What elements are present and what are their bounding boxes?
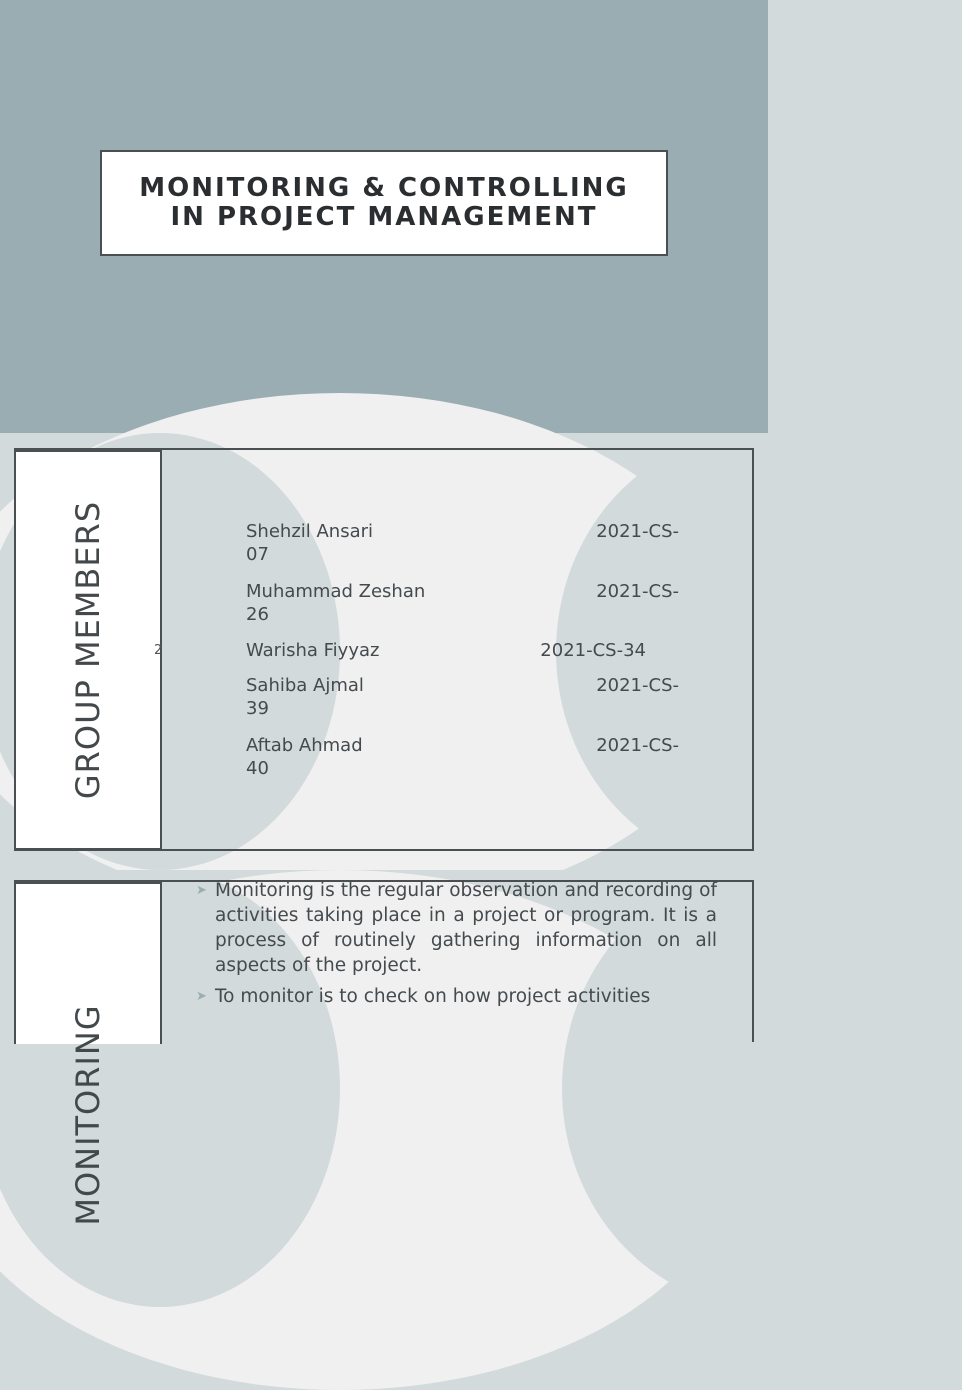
side-label: GROUP MEMBERS	[69, 500, 107, 800]
bullet-list	[196, 878, 717, 1015]
member-id-suffix: 26	[246, 604, 269, 625]
bullet-text: To monitor is to check on how project activities	[215, 986, 651, 1007]
page-number: 2	[154, 643, 163, 658]
member-id: 2021-CS-	[596, 521, 679, 542]
member-id: 2021-CS-	[596, 735, 679, 756]
title-box	[100, 150, 668, 256]
member-name: Sahiba Ajmal	[246, 675, 364, 696]
bullet-text: Monitoring is the regular observation and recording of activities taking place in a project or program. It is a process of routinely gathering information on all aspects of the project.	[215, 880, 717, 976]
side-label: MONITORING	[69, 1004, 107, 1226]
member-name: Aftab Ahmad	[246, 735, 363, 756]
bullet-item	[196, 878, 717, 978]
member-row	[246, 734, 679, 826]
member-name: Shehzil Ansari	[246, 521, 374, 542]
title-slide	[0, 0, 768, 433]
member-id: 2021-CS-	[596, 675, 679, 696]
monitoring-side-panel	[14, 882, 162, 1226]
member-id-suffix: 39	[246, 698, 269, 719]
member-id-suffix: 40	[246, 758, 269, 779]
bullet-arrow-icon: ➤	[196, 883, 207, 898]
member-id: 2021-CS-	[596, 581, 679, 602]
members-side-panel	[14, 450, 162, 850]
member-name: Muhammad Zeshan	[246, 581, 426, 602]
member-id: 2021-CS-34	[540, 640, 646, 661]
member-name: Warisha Fiyyaz	[246, 640, 380, 661]
bullet-arrow-icon: ➤	[196, 989, 207, 1004]
bullet-item	[196, 984, 717, 1009]
slide-title: MONITORING & CONTROLLING IN PROJECT MANAGEMENT	[139, 173, 629, 232]
member-id-suffix: 07	[246, 544, 269, 565]
